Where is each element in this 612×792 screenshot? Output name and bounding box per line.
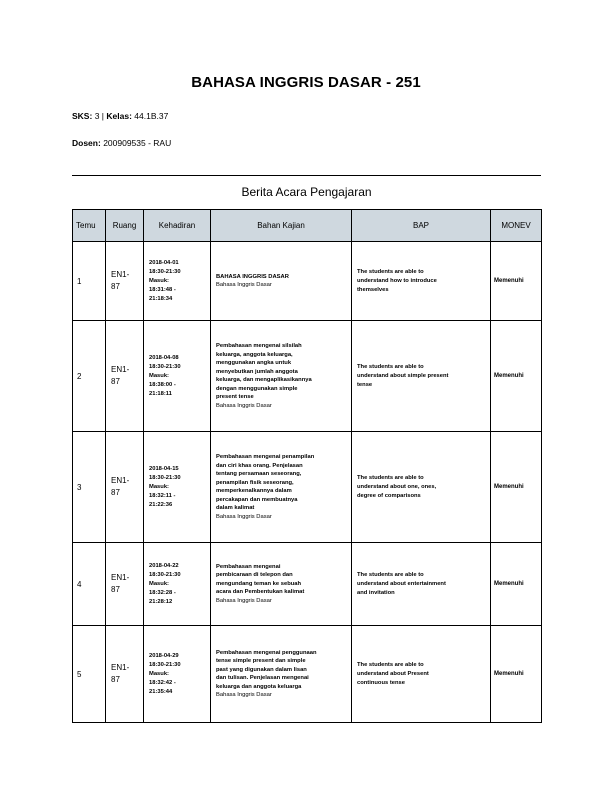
header-bap: BAP	[352, 210, 491, 242]
teaching-report-table	[72, 209, 542, 723]
cell-ruang: EN1- 87	[106, 543, 144, 626]
cell-bahan-kajian	[211, 626, 352, 723]
lecturer-info	[72, 138, 171, 149]
cell-kehadiran: 2018-04-22 18:30-21:30 Masuk: 18:32:28 - 21:28:12	[144, 543, 211, 626]
cell-bahan-kajian	[211, 432, 352, 543]
cell-ruang: EN1- 87	[106, 242, 144, 321]
sks-value: 3	[94, 111, 100, 121]
kajian-text: BAHASA INGGRIS DASAR	[216, 273, 289, 280]
cell-kehadiran: 2018-04-29 18:30-21:30 Masuk: 18:32:42 - 21:35:44	[144, 626, 211, 723]
dosen-label: Dosen:	[72, 138, 101, 148]
cell-kehadiran: 2018-04-08 18:30-21:30 Masuk: 18:38:00 - 21:18:11	[144, 321, 211, 432]
course-info	[72, 111, 168, 122]
table-row	[73, 432, 542, 543]
cell-temu: 2	[73, 321, 106, 432]
table-row	[73, 242, 542, 321]
kelas-value: 44.1B.37	[134, 111, 169, 121]
header-kehadiran: Kehadiran	[144, 210, 211, 242]
kajian-text: Pembahasan mengenai pembicaraan di telepon dan mengundang teman ke sebuah acara dan Pembentukan kalimat	[216, 563, 305, 596]
cell-bap: The students are able to understand about simple present tense	[352, 321, 491, 432]
header-temu: Temu	[73, 210, 106, 242]
kajian-text: Pembahasan mengenai penggunaan tense simple present dan simple past yang digunakan dalam lisan dan tulisan. Penjelasan mengenai keluarga dan anggota keluarga	[216, 649, 317, 690]
cell-kehadiran: 2018-04-15 18:30-21:30 Masuk: 18:32:11 - 21:22:36	[144, 432, 211, 543]
cell-monev: Memenuhi	[491, 626, 542, 723]
kajian-topic: Bahasa Inggris Dasar	[216, 282, 272, 288]
cell-ruang: EN1- 87	[106, 432, 144, 543]
document-title: BAHASA INGGRIS DASAR - 251	[191, 74, 421, 91]
kelas-label: Kelas:	[106, 111, 132, 121]
kajian-topic: Bahasa Inggris Dasar	[216, 692, 272, 698]
sks-label: SKS:	[72, 111, 93, 121]
cell-bahan-kajian	[211, 543, 352, 626]
cell-kehadiran: 2018-04-01 18:30-21:30 Masuk: 18:31:48 - 21:18:34	[144, 242, 211, 321]
cell-monev: Memenuhi	[491, 321, 542, 432]
header-bahan-kajian: Bahan Kajian	[211, 210, 352, 242]
table-row	[73, 321, 542, 432]
cell-monev: Memenuhi	[491, 543, 542, 626]
cell-bap: The students are able to understand about Present continuous tense	[352, 626, 491, 723]
header-monev: MONEV	[491, 210, 542, 242]
cell-temu: 3	[73, 432, 106, 543]
kajian-topic: Bahasa Inggris Dasar	[216, 513, 272, 520]
cell-bap: The students are able to understand how to introduce themselves	[352, 242, 491, 321]
cell-bap: The students are able to understand about entertainment and invitation	[352, 543, 491, 626]
cell-temu: 1	[73, 242, 106, 321]
cell-ruang: EN1- 87	[106, 626, 144, 723]
horizontal-divider	[72, 175, 541, 176]
kajian-topic: Bahasa Inggris Dasar	[216, 597, 272, 604]
cell-bahan-kajian	[211, 242, 352, 321]
cell-bap: The students are able to understand about one, ones, degree of comparisons	[352, 432, 491, 543]
kajian-text: Pembahasan mengenai penampilan dan ciri khas orang. Penjelasan tentang persamaan seseorang, penampilan fisik seseorang, memperkenalkannya dalam percakapan dan membuatnya dalam kalimat	[216, 454, 315, 511]
cell-temu: 4	[73, 543, 106, 626]
table-row	[73, 543, 542, 626]
cell-temu: 5	[73, 626, 106, 723]
header-ruang: Ruang	[106, 210, 144, 242]
cell-monev: Memenuhi	[491, 242, 542, 321]
cell-bahan-kajian	[211, 321, 352, 432]
table-header-row	[73, 210, 542, 242]
kajian-topic: Bahasa Inggris Dasar	[216, 402, 272, 409]
table-row	[73, 626, 542, 723]
cell-ruang: EN1- 87	[106, 321, 144, 432]
info-separator: |	[101, 111, 105, 121]
kajian-text: Pembahasan mengenai silsilah keluarga, anggota keluarga, menggunakan angka untuk menyebutkan jumlah anggota keluarga, dan mengaplikasikannya dengan menggunakan simple present tense	[216, 343, 312, 400]
cell-monev: Memenuhi	[491, 432, 542, 543]
dosen-value: 200909535 - RAU	[103, 138, 172, 148]
section-title: Berita Acara Pengajaran	[241, 185, 372, 199]
